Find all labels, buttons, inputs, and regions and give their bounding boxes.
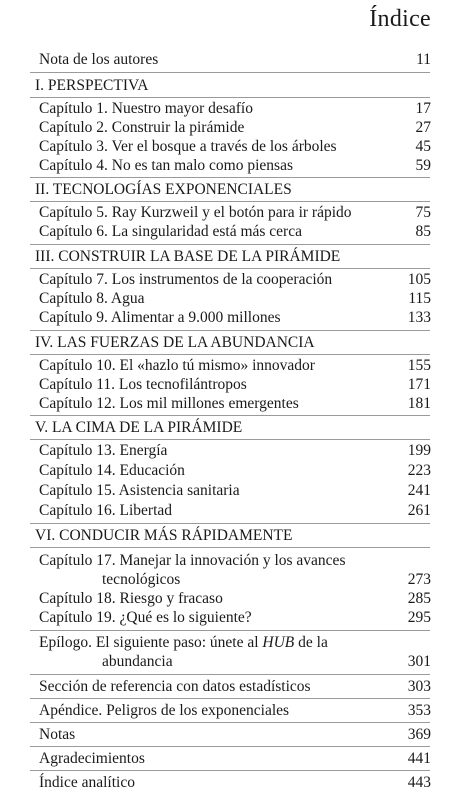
entry-label: Agradecimientos bbox=[39, 750, 145, 767]
entry-page: 11 bbox=[416, 51, 431, 68]
section-label: IV. LAS FUERZAS DE LA ABUNDANCIA bbox=[35, 334, 315, 351]
entry-label: Capítulo 17. Manejar la innovación y los avances bbox=[39, 552, 346, 569]
entry-label: Capítulo 13. Energía bbox=[39, 442, 168, 459]
entry-page: 301 bbox=[407, 653, 431, 670]
section-label: VI. CONDUCIR MÁS RÁPIDAMENTE bbox=[35, 527, 293, 544]
entry-label: Capítulo 2. Construir la pirámide bbox=[39, 119, 245, 136]
entry-page: 443 bbox=[407, 774, 431, 791]
entry-label: Capítulo 12. Los mil millones emergentes bbox=[39, 395, 299, 412]
entry-page: 285 bbox=[407, 590, 431, 607]
entry-label: Capítulo 3. Ver el bosque a través de los árboles bbox=[39, 138, 337, 155]
divider bbox=[30, 674, 430, 675]
entry-page: 241 bbox=[407, 482, 431, 499]
divider bbox=[30, 330, 430, 331]
page-title: Índice bbox=[369, 6, 431, 32]
entry-label: Capítulo 6. La singularidad está más cerca bbox=[39, 223, 302, 240]
divider bbox=[30, 770, 430, 771]
entry-page: 441 bbox=[407, 750, 431, 767]
divider bbox=[30, 439, 430, 440]
divider bbox=[30, 547, 430, 548]
divider bbox=[30, 722, 430, 723]
divider bbox=[30, 746, 430, 747]
entry-label: tecnológicos bbox=[102, 571, 181, 588]
entry-label: Capítulo 16. Libertad bbox=[39, 502, 173, 519]
entry-label: Índice analítico bbox=[39, 774, 135, 791]
entry-label: Notas bbox=[39, 726, 76, 743]
divider bbox=[30, 244, 430, 245]
entry-label: Capítulo 7. Los instrumentos de la cooperación bbox=[39, 271, 333, 288]
entry-page: 199 bbox=[407, 442, 431, 459]
entry-page: 353 bbox=[407, 702, 431, 719]
section-label: III. CONSTRUIR LA BASE DE LA PIRÁMIDE bbox=[35, 248, 341, 265]
section-label: II. TECNOLOGÍAS EXPONENCIALES bbox=[35, 181, 292, 198]
entry-label: Capítulo 15. Asistencia sanitaria bbox=[39, 482, 240, 499]
entry-label: Apéndice. Peligros de los exponenciales bbox=[39, 702, 290, 719]
section-label: V. LA CIMA DE LA PIRÁMIDE bbox=[35, 419, 243, 436]
entry-label: Capítulo 14. Educación bbox=[39, 462, 185, 479]
entry-page: 261 bbox=[407, 502, 431, 519]
entry-page: 303 bbox=[407, 678, 431, 695]
entry-label: Nota de los autores bbox=[39, 51, 159, 68]
divider bbox=[30, 698, 430, 699]
divider bbox=[30, 268, 430, 269]
entry-label: Capítulo 4. No es tan malo como piensas bbox=[39, 157, 293, 174]
divider bbox=[30, 630, 430, 631]
divider bbox=[30, 354, 430, 355]
entry-label: Capítulo 10. El «hazlo tú mismo» innovador bbox=[39, 357, 315, 374]
entry-label: Capítulo 8. Agua bbox=[39, 290, 145, 307]
entry-page: 115 bbox=[408, 290, 431, 307]
entry-page: 59 bbox=[415, 157, 431, 174]
entry-page: 105 bbox=[407, 271, 431, 288]
entry-page: 171 bbox=[407, 376, 431, 393]
entry-label: Capítulo 19. ¿Qué es lo siguiente? bbox=[39, 609, 252, 626]
entry-page: 85 bbox=[415, 223, 431, 240]
entry-page: 27 bbox=[415, 119, 431, 136]
divider bbox=[30, 523, 430, 524]
divider bbox=[30, 201, 430, 202]
entry-page: 133 bbox=[407, 309, 431, 326]
entry-label: Capítulo 1. Nuestro mayor desafío bbox=[39, 100, 253, 117]
entry-label: Capítulo 18. Riesgo y fracaso bbox=[39, 590, 223, 607]
entry-page: 273 bbox=[407, 571, 431, 588]
entry-page: 223 bbox=[407, 462, 431, 479]
entry-page: 45 bbox=[415, 138, 431, 155]
entry-label: Epílogo. El siguiente paso: únete al HUB de la bbox=[39, 634, 328, 651]
entry-page: 75 bbox=[415, 204, 431, 221]
entry-label: Capítulo 9. Alimentar a 9.000 millones bbox=[39, 309, 281, 326]
entry-page: 181 bbox=[407, 395, 431, 412]
entry-page: 17 bbox=[415, 100, 431, 117]
entry-page: 155 bbox=[407, 357, 431, 374]
section-label: I. PERSPECTIVA bbox=[35, 77, 149, 94]
divider bbox=[30, 415, 430, 416]
divider bbox=[30, 177, 430, 178]
entry-page: 369 bbox=[407, 726, 431, 743]
entry-label: Capítulo 11. Los tecnofilántropos bbox=[39, 376, 247, 393]
entry-page: 295 bbox=[407, 609, 431, 626]
divider bbox=[30, 72, 430, 73]
entry-label: Capítulo 5. Ray Kurzweil y el botón para ir rápido bbox=[39, 204, 352, 221]
divider bbox=[30, 97, 430, 98]
entry-label: Sección de referencia con datos estadísticos bbox=[39, 678, 311, 695]
entry-label: abundancia bbox=[102, 653, 173, 670]
